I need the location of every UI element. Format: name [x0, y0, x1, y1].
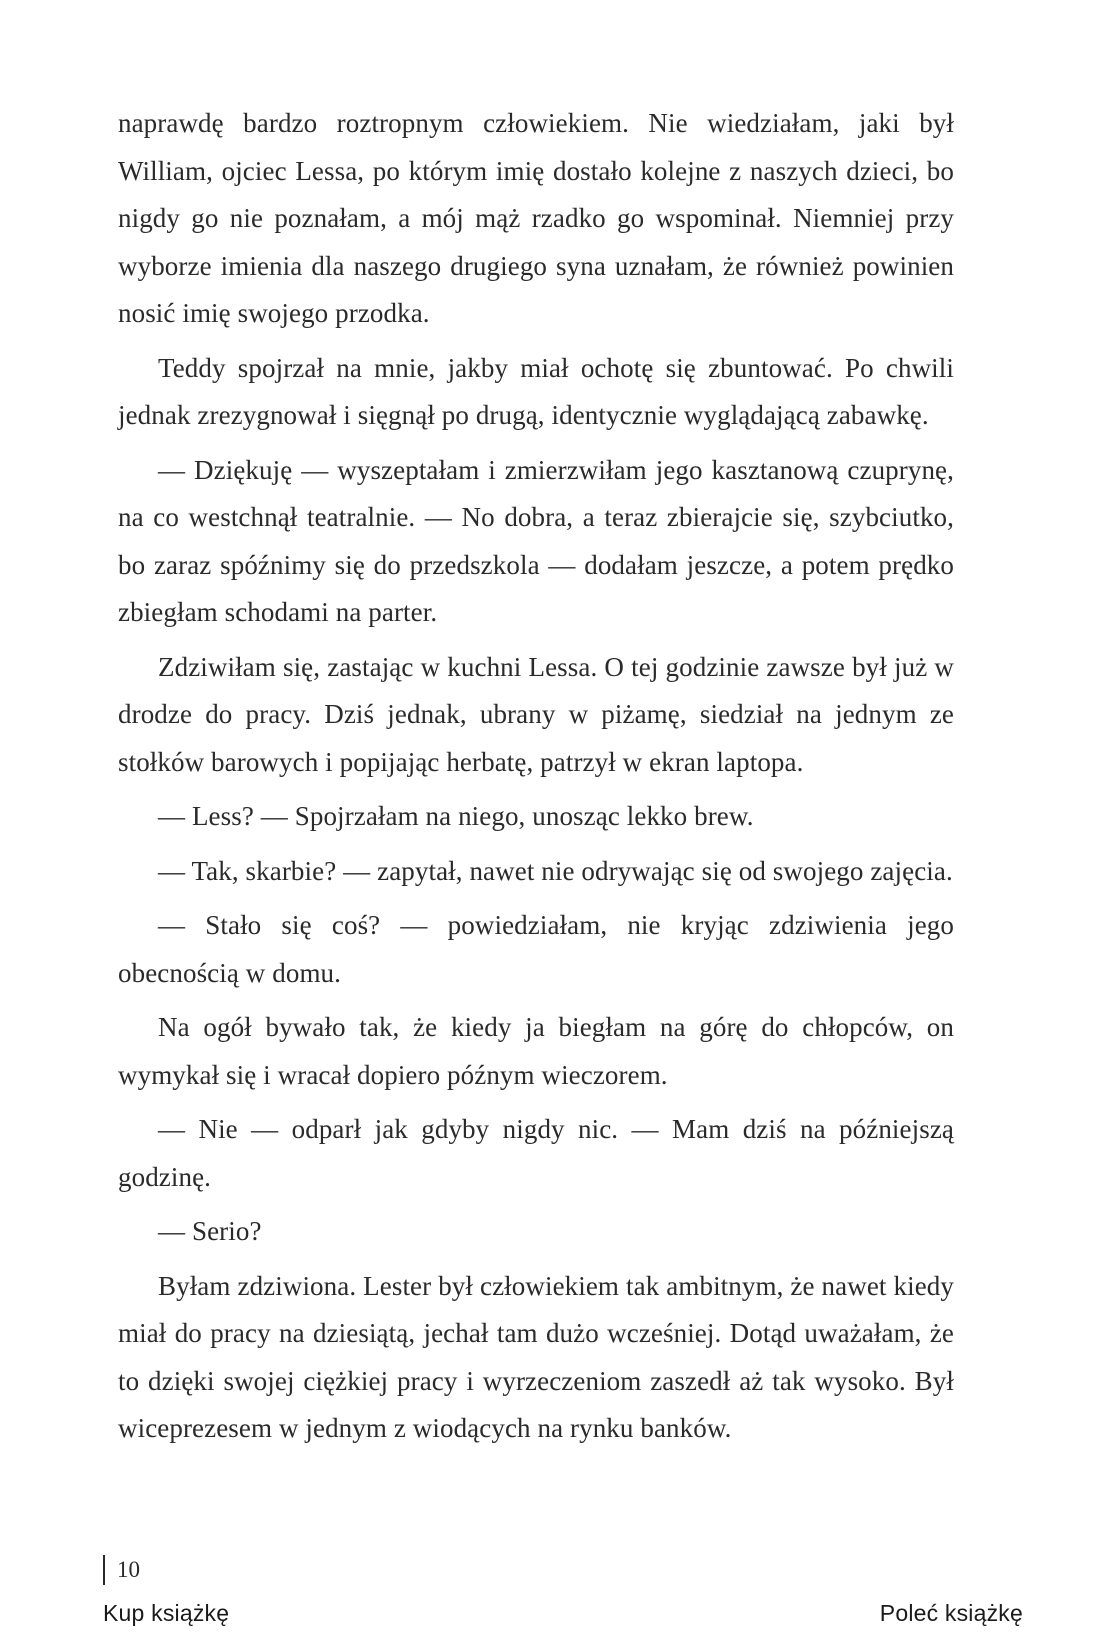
- paragraph: — Dziękuję — wyszeptałam i zmierzwiłam jego kasztanową czuprynę, na co westchnął teatralnie. — No dobra, a teraz zbierajcie się, szybciutko, bo zaraz spóźnimy się do przedszkola — dodałam jeszcze, a potem prędko zbiegłam schodami na parter.: [118, 454, 954, 627]
- paragraph: Zdziwiłam się, zastając w kuchni Lessa. O tej godzinie zawsze był już w drodze do pracy. Dziś jednak, ubrany w piżamę, siedział na jednym ze stołków barowych i popijając herbatę, patrzył w ekran laptopa.: [118, 651, 954, 777]
- folio: [103, 1554, 140, 1586]
- paragraph: — Serio?: [158, 1216, 262, 1246]
- paragraph: — Nie — odparł jak gdyby nigdy nic. — Mam dziś na późniejszą godzinę.: [118, 1114, 954, 1192]
- paragraph: Na ogół bywało tak, że kiedy ja biegłam na górę do chłopców, on wymykał się i wracał dopiero późnym wieczorem.: [118, 1012, 954, 1090]
- paragraph: — Less? — Spojrzałam na niego, unosząc lekko brew.: [158, 801, 754, 831]
- buy-book-link[interactable]: Kup książkę: [103, 1600, 230, 1626]
- paragraph: Teddy spojrzał na mnie, jakby miał ochotę się zbuntować. Po chwili jednak zrezygnował i sięgnął po drugą, identycznie wyglądającą zabawkę.: [118, 352, 954, 430]
- paragraph: — Stało się coś? — powiedziałam, nie kryjąc zdziwienia jego obecnością w domu.: [118, 910, 954, 988]
- recommend-book-link[interactable]: Poleć książkę: [879, 1600, 1023, 1626]
- page-number: 10: [117, 1557, 140, 1582]
- paragraph: Byłam zdziwiona. Lester był człowiekiem tak ambitnym, że nawet kiedy miał do pracy na dziesiątą, jechał tam dużo wcześniej. Dotąd uważałam, że to dzięki swojej ciężkiej pracy i wyrzeczeniom zaszedł aż tak wysoko. Był wiceprezesem w jednym z wiodących na rynku banków.: [118, 1270, 954, 1443]
- folio-rule: [103, 1555, 105, 1585]
- paragraph: naprawdę bardzo roztropnym człowiekiem. Nie wiedziałam, jaki był William, ojciec Lessa, po którym imię dostało kolejne z naszych dzieci, bo nigdy go nie poznałam, a mój mąż rzadko go wspominał. Niemniej przy wyborze imienia dla naszego drugiego syna uznałam, że również powinien nosić imię swojego przodka.: [118, 108, 954, 328]
- page-body: [118, 100, 954, 1460]
- paragraph: — Tak, skarbie? — zapytał, nawet nie odrywając się od swojego zajęcia.: [158, 855, 953, 886]
